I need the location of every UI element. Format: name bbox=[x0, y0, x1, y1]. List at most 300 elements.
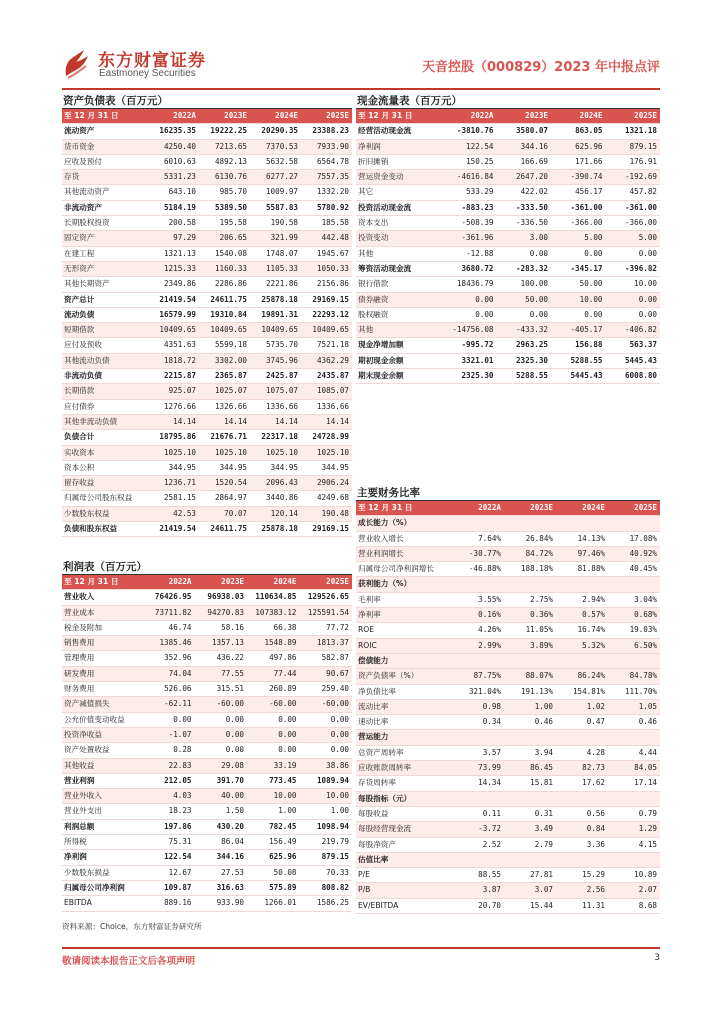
table-cell: 4.03 bbox=[142, 789, 195, 804]
table-cell: 17.14 bbox=[608, 776, 660, 791]
table-cell: 6564.78 bbox=[301, 154, 352, 169]
table-cell: 20290.35 bbox=[250, 124, 301, 139]
table-cell: 0.28 bbox=[142, 743, 195, 758]
table-cell: -46.88% bbox=[452, 562, 504, 577]
table-cell: 1075.07 bbox=[250, 384, 301, 399]
table-cell: 1540.08 bbox=[199, 246, 250, 261]
table-cell: 0.00 bbox=[300, 712, 353, 727]
table-cell: -433.32 bbox=[497, 323, 552, 338]
table-row bbox=[356, 577, 660, 592]
table-cell: 111.70% bbox=[608, 684, 660, 699]
table-cell: 2325.30 bbox=[442, 369, 497, 384]
table-row bbox=[356, 292, 660, 307]
table-cell: -883.23 bbox=[442, 200, 497, 215]
table-cell: 2.79 bbox=[504, 837, 556, 852]
table-cell: 97.29 bbox=[148, 231, 199, 246]
table-cell: 5331.23 bbox=[148, 170, 199, 185]
table-cell: 190.58 bbox=[250, 216, 301, 231]
row-label: 期末现金余额 bbox=[356, 369, 442, 384]
table-cell: 86.45 bbox=[504, 761, 556, 776]
table-cell: 6130.76 bbox=[199, 170, 250, 185]
table-cell: 344.95 bbox=[199, 460, 250, 475]
balance-sheet-title: 资产负债表（百万元） bbox=[62, 94, 352, 109]
table-cell: 77.55 bbox=[195, 666, 248, 681]
table-cell: 1.02 bbox=[556, 699, 608, 714]
table-cell: 109.87 bbox=[142, 880, 195, 895]
table-cell: 84.72% bbox=[504, 546, 556, 561]
table-row bbox=[62, 353, 352, 368]
table-cell: 2349.86 bbox=[148, 277, 199, 292]
table-cell: 1025.10 bbox=[199, 445, 250, 460]
table-row bbox=[62, 445, 352, 460]
table-cell bbox=[504, 730, 556, 745]
column-header: 2025E bbox=[606, 109, 661, 124]
table-cell bbox=[608, 516, 660, 531]
row-label: 股权融资 bbox=[356, 307, 442, 322]
table-row bbox=[62, 369, 352, 384]
table-row bbox=[356, 776, 660, 791]
table-cell: 316.63 bbox=[195, 880, 248, 895]
table-cell bbox=[452, 516, 504, 531]
table-row bbox=[356, 653, 660, 668]
table-header-row bbox=[62, 109, 352, 124]
table-cell: 3440.86 bbox=[250, 491, 301, 506]
table-row bbox=[62, 139, 352, 154]
table-row bbox=[356, 200, 660, 215]
table-row bbox=[62, 216, 352, 231]
table-cell: 66.38 bbox=[247, 620, 300, 635]
table-row bbox=[62, 835, 352, 850]
table-cell: 625.96 bbox=[247, 850, 300, 865]
table-cell: 0.00 bbox=[442, 307, 497, 322]
row-label: 折旧摊销 bbox=[356, 154, 442, 169]
table-cell: 25878.18 bbox=[250, 522, 301, 537]
row-label: 实收资本 bbox=[62, 445, 148, 460]
table-row bbox=[356, 139, 660, 154]
row-label: 其他流动资产 bbox=[62, 185, 148, 200]
table-cell: 2286.86 bbox=[199, 277, 250, 292]
table-cell: 3.00 bbox=[497, 231, 552, 246]
table-row bbox=[356, 307, 660, 322]
column-header: 2024E bbox=[247, 575, 300, 590]
table-row bbox=[356, 791, 660, 806]
row-label: 成长能力（%） bbox=[356, 516, 452, 531]
table-row bbox=[356, 516, 660, 531]
table-cell: -1.07 bbox=[142, 727, 195, 742]
table-cell: 5288.55 bbox=[497, 369, 552, 384]
row-label: 投资活动现金流 bbox=[356, 200, 442, 215]
table-cell: 1266.01 bbox=[247, 896, 300, 911]
column-header: 2024E bbox=[556, 501, 608, 516]
table-cell: 3302.00 bbox=[199, 353, 250, 368]
row-label: 资产处置收益 bbox=[62, 743, 142, 758]
column-header: 2025E bbox=[608, 501, 660, 516]
table-row bbox=[62, 789, 352, 804]
table-row bbox=[62, 246, 352, 261]
table-cell: 27.53 bbox=[195, 865, 248, 880]
balance-sheet-section bbox=[62, 94, 352, 537]
row-label: 其他 bbox=[356, 246, 442, 261]
row-label: 筹资活动现金流 bbox=[356, 261, 442, 276]
table-cell: 150.25 bbox=[442, 154, 497, 169]
table-cell: 625.96 bbox=[551, 139, 606, 154]
row-label: 研发费用 bbox=[62, 666, 142, 681]
row-label: 无形资产 bbox=[62, 261, 148, 276]
row-label: 速动比率 bbox=[356, 715, 452, 730]
table-cell bbox=[608, 730, 660, 745]
table-cell: 7557.35 bbox=[301, 170, 352, 185]
row-label: 归属母公司股东权益 bbox=[62, 491, 148, 506]
table-cell: -366.00 bbox=[551, 216, 606, 231]
table-row bbox=[62, 307, 352, 322]
table-row bbox=[62, 651, 352, 666]
table-cell: -62.11 bbox=[142, 697, 195, 712]
row-label: 债券融资 bbox=[356, 292, 442, 307]
table-cell: 3745.96 bbox=[250, 353, 301, 368]
table-cell: 1336.66 bbox=[250, 399, 301, 414]
table-cell: 315.51 bbox=[195, 682, 248, 697]
table-cell: 22.83 bbox=[142, 758, 195, 773]
table-cell: 3580.07 bbox=[497, 124, 552, 139]
row-label: 每股净资产 bbox=[356, 837, 452, 852]
row-label: 资产总计 bbox=[62, 292, 148, 307]
table-cell: 97.46% bbox=[556, 546, 608, 561]
table-cell: 3.36 bbox=[556, 837, 608, 852]
table-cell: 20.70 bbox=[452, 898, 504, 913]
table-cell: 575.89 bbox=[247, 880, 300, 895]
row-label: 营业成本 bbox=[62, 605, 142, 620]
table-cell: 15.44 bbox=[504, 898, 556, 913]
row-label: P/B bbox=[356, 883, 452, 898]
table-cell: 3.49 bbox=[504, 822, 556, 837]
table-cell: 1025.10 bbox=[148, 445, 199, 460]
table-row bbox=[62, 185, 352, 200]
table-cell: 1.00 bbox=[504, 699, 556, 714]
table-cell: 5389.50 bbox=[199, 200, 250, 215]
table-row bbox=[356, 806, 660, 821]
table-cell: 430.20 bbox=[195, 819, 248, 834]
row-label: 应付债券 bbox=[62, 399, 148, 414]
table-cell bbox=[608, 653, 660, 668]
table-cell: -361.96 bbox=[442, 231, 497, 246]
table-cell: 0.00 bbox=[247, 727, 300, 742]
row-label: 非流动资产 bbox=[62, 200, 148, 215]
table-row bbox=[62, 636, 352, 651]
table-cell: 46.74 bbox=[142, 620, 195, 635]
table-cell bbox=[452, 653, 504, 668]
row-label: P/E bbox=[356, 868, 452, 883]
column-header: 2022A bbox=[442, 109, 497, 124]
table-cell bbox=[452, 791, 504, 806]
table-cell: 77.44 bbox=[247, 666, 300, 681]
table-cell: 1098.94 bbox=[300, 819, 353, 834]
table-cell: 197.86 bbox=[142, 819, 195, 834]
table-cell bbox=[452, 852, 504, 867]
table-cell: 29.08 bbox=[195, 758, 248, 773]
table-cell: -405.17 bbox=[551, 323, 606, 338]
table-row bbox=[62, 491, 352, 506]
table-cell: 0.46 bbox=[608, 715, 660, 730]
table-cell: 5.00 bbox=[551, 231, 606, 246]
row-label: 应付及预收 bbox=[62, 338, 148, 353]
page-number: 3 bbox=[654, 953, 660, 963]
table-cell bbox=[504, 577, 556, 592]
table-cell: 16579.99 bbox=[148, 307, 199, 322]
table-cell: 1089.94 bbox=[300, 773, 353, 788]
table-cell: 5.32% bbox=[556, 638, 608, 653]
column-header: 2023E bbox=[504, 501, 556, 516]
table-cell: 0.46 bbox=[504, 715, 556, 730]
table-row bbox=[62, 261, 352, 276]
table-cell: 0.79 bbox=[608, 806, 660, 821]
table-cell: 0.68% bbox=[608, 608, 660, 623]
table-row bbox=[62, 712, 352, 727]
row-label: 投资变动 bbox=[356, 231, 442, 246]
table-cell: 50.08 bbox=[247, 865, 300, 880]
table-cell: 782.45 bbox=[247, 819, 300, 834]
row-label: 资产减值损失 bbox=[62, 697, 142, 712]
row-label: 资本公积 bbox=[62, 460, 148, 475]
table-cell: -336.50 bbox=[497, 216, 552, 231]
table-cell: 76426.95 bbox=[142, 590, 195, 605]
row-label: EBITDA bbox=[62, 896, 142, 911]
table-cell: 40.00 bbox=[195, 789, 248, 804]
row-label: 税金及附加 bbox=[62, 620, 142, 635]
table-cell: 88.55 bbox=[452, 868, 504, 883]
eastmoney-logo-icon bbox=[62, 46, 92, 80]
table-row bbox=[62, 414, 352, 429]
table-cell: 14.34 bbox=[452, 776, 504, 791]
table-cell: 74.04 bbox=[142, 666, 195, 681]
table-row bbox=[356, 277, 660, 292]
table-cell: 70.07 bbox=[199, 506, 250, 521]
table-cell: 25878.18 bbox=[250, 292, 301, 307]
table-cell: 3321.01 bbox=[442, 353, 497, 368]
table-cell bbox=[608, 852, 660, 867]
table-cell: 1276.66 bbox=[148, 399, 199, 414]
table-row bbox=[356, 837, 660, 852]
table-cell: 84.05 bbox=[608, 761, 660, 776]
table-cell: 1818.72 bbox=[148, 353, 199, 368]
table-row bbox=[62, 804, 352, 819]
table-cell: -30.77% bbox=[452, 546, 504, 561]
table-cell: 2.94% bbox=[556, 592, 608, 607]
table-cell bbox=[504, 516, 556, 531]
table-cell: 5445.43 bbox=[606, 353, 661, 368]
table-cell: 321.04% bbox=[452, 684, 504, 699]
row-label: 投资净收益 bbox=[62, 727, 142, 742]
table-cell: 3.55% bbox=[452, 592, 504, 607]
table-cell: 10.89 bbox=[608, 868, 660, 883]
row-label: 期初现金余额 bbox=[356, 353, 442, 368]
table-cell: 442.48 bbox=[301, 231, 352, 246]
table-cell: 0.11 bbox=[452, 806, 504, 821]
table-cell: 27.81 bbox=[504, 868, 556, 883]
column-header: 2024E bbox=[250, 109, 301, 124]
ratios-section bbox=[356, 486, 660, 914]
table-cell: 1025.10 bbox=[250, 445, 301, 460]
table-cell: 0.47 bbox=[556, 715, 608, 730]
table-cell bbox=[504, 852, 556, 867]
table-cell: 77.72 bbox=[300, 620, 353, 635]
table-cell: 422.02 bbox=[497, 185, 552, 200]
table-cell: 0.00 bbox=[142, 712, 195, 727]
header-divider bbox=[62, 88, 660, 90]
table-row bbox=[356, 124, 660, 139]
table-cell: 10409.65 bbox=[301, 323, 352, 338]
table-cell: 1321.13 bbox=[148, 246, 199, 261]
table-cell: -3810.76 bbox=[442, 124, 497, 139]
table-header-row bbox=[62, 575, 352, 590]
table-cell: 1.00 bbox=[300, 804, 353, 819]
table-row bbox=[356, 592, 660, 607]
table-row bbox=[356, 608, 660, 623]
table-cell: 879.15 bbox=[300, 850, 353, 865]
table-cell: 259.40 bbox=[300, 682, 353, 697]
row-label: 应收及预付 bbox=[62, 154, 148, 169]
table-row bbox=[62, 819, 352, 834]
table-cell: 154.81% bbox=[556, 684, 608, 699]
table-cell: 2.07 bbox=[608, 883, 660, 898]
column-header: 至 12 月 31 日 bbox=[62, 109, 148, 124]
table-cell: 212.05 bbox=[142, 773, 195, 788]
table-cell: 1085.07 bbox=[301, 384, 352, 399]
table-cell: 391.70 bbox=[195, 773, 248, 788]
table-cell: 2864.97 bbox=[199, 491, 250, 506]
table-cell bbox=[556, 577, 608, 592]
table-row bbox=[62, 170, 352, 185]
table-cell bbox=[608, 791, 660, 806]
table-cell: -508.39 bbox=[442, 216, 497, 231]
table-cell: -995.72 bbox=[442, 338, 497, 353]
table-cell: 1236.71 bbox=[148, 476, 199, 491]
table-cell: 3.04% bbox=[608, 592, 660, 607]
table-row bbox=[62, 506, 352, 521]
table-cell: 156.49 bbox=[247, 835, 300, 850]
table-row bbox=[62, 277, 352, 292]
table-row bbox=[356, 531, 660, 546]
table-cell: 0.00 bbox=[195, 712, 248, 727]
table-cell: 2156.86 bbox=[301, 277, 352, 292]
table-row bbox=[356, 852, 660, 867]
table-cell: 23388.23 bbox=[301, 124, 352, 139]
table-cell: 5599.18 bbox=[199, 338, 250, 353]
row-label: 其他流动负债 bbox=[62, 353, 148, 368]
table-cell: 1.05 bbox=[608, 699, 660, 714]
table-cell: 773.45 bbox=[247, 773, 300, 788]
table-cell: 3.07 bbox=[504, 883, 556, 898]
table-cell: 1215.33 bbox=[148, 261, 199, 276]
table-cell: 24611.75 bbox=[199, 292, 250, 307]
table-cell: 2647.20 bbox=[497, 170, 552, 185]
table-cell: 456.17 bbox=[551, 185, 606, 200]
row-label: 营运资金变动 bbox=[356, 170, 442, 185]
table-cell: 38.86 bbox=[300, 758, 353, 773]
row-label: 其他收益 bbox=[62, 758, 142, 773]
row-label: 流动比率 bbox=[356, 699, 452, 714]
table-row bbox=[62, 605, 352, 620]
table-cell: 925.07 bbox=[148, 384, 199, 399]
row-label: 流动负债 bbox=[62, 307, 148, 322]
table-row bbox=[62, 292, 352, 307]
table-cell: 344.95 bbox=[301, 460, 352, 475]
table-row bbox=[62, 430, 352, 445]
table-cell: 879.15 bbox=[606, 139, 661, 154]
table-cell: 40.45% bbox=[608, 562, 660, 577]
table-cell: 582.87 bbox=[300, 651, 353, 666]
table-cell: 643.10 bbox=[148, 185, 199, 200]
row-label: 所得税 bbox=[62, 835, 142, 850]
row-label: ROE bbox=[356, 623, 452, 638]
table-cell: 1025.10 bbox=[301, 445, 352, 460]
table-cell: 10.00 bbox=[551, 292, 606, 307]
row-label: 销售费用 bbox=[62, 636, 142, 651]
table-cell: 2.56 bbox=[556, 883, 608, 898]
table-cell: 1357.13 bbox=[195, 636, 248, 651]
table-cell: 107383.12 bbox=[247, 605, 300, 620]
row-label: 每股指标（元） bbox=[356, 791, 452, 806]
row-label: 存货周转率 bbox=[356, 776, 452, 791]
table-cell: 50.00 bbox=[497, 292, 552, 307]
table-cell bbox=[556, 791, 608, 806]
table-cell: 129526.65 bbox=[300, 590, 353, 605]
table-row bbox=[62, 323, 352, 338]
table-row bbox=[62, 124, 352, 139]
table-cell: 5184.19 bbox=[148, 200, 199, 215]
table-cell: 185.58 bbox=[301, 216, 352, 231]
table-row bbox=[62, 399, 352, 414]
table-row bbox=[356, 338, 660, 353]
table-cell: 10409.65 bbox=[250, 323, 301, 338]
table-cell: 1160.33 bbox=[199, 261, 250, 276]
row-label: 流动资产 bbox=[62, 124, 148, 139]
table-row bbox=[62, 697, 352, 712]
table-cell: 0.00 bbox=[606, 246, 661, 261]
table-cell: 0.57% bbox=[556, 608, 608, 623]
ratios-title: 主要财务比率 bbox=[356, 486, 660, 501]
table-cell: 0.34 bbox=[452, 715, 504, 730]
table-cell bbox=[556, 653, 608, 668]
row-label: 财务费用 bbox=[62, 682, 142, 697]
table-cell: -361.00 bbox=[606, 200, 661, 215]
table-row bbox=[62, 880, 352, 895]
row-label: 其他长期资产 bbox=[62, 277, 148, 292]
table-cell: 3.94 bbox=[504, 745, 556, 760]
table-cell: 22293.12 bbox=[301, 307, 352, 322]
table-cell: 10409.65 bbox=[148, 323, 199, 338]
table-row bbox=[356, 638, 660, 653]
table-cell: 1586.25 bbox=[300, 896, 353, 911]
row-label: 营运能力 bbox=[356, 730, 452, 745]
table-row bbox=[356, 745, 660, 760]
table-cell: -60.00 bbox=[195, 697, 248, 712]
table-cell: 889.16 bbox=[142, 896, 195, 911]
table-cell: 5.00 bbox=[606, 231, 661, 246]
table-row bbox=[356, 868, 660, 883]
table-cell: 3680.72 bbox=[442, 261, 497, 276]
table-cell: -390.74 bbox=[551, 170, 606, 185]
row-label: 营业利润增长 bbox=[356, 546, 452, 561]
table-cell: 195.58 bbox=[199, 216, 250, 231]
table-cell: 2365.87 bbox=[199, 369, 250, 384]
table-cell: 166.69 bbox=[497, 154, 552, 169]
table-row bbox=[356, 684, 660, 699]
row-label: 营业收入 bbox=[62, 590, 142, 605]
cashflow-section bbox=[356, 94, 660, 384]
income-statement-table bbox=[62, 575, 352, 912]
table-cell: 4.28 bbox=[556, 745, 608, 760]
table-cell: 344.95 bbox=[250, 460, 301, 475]
